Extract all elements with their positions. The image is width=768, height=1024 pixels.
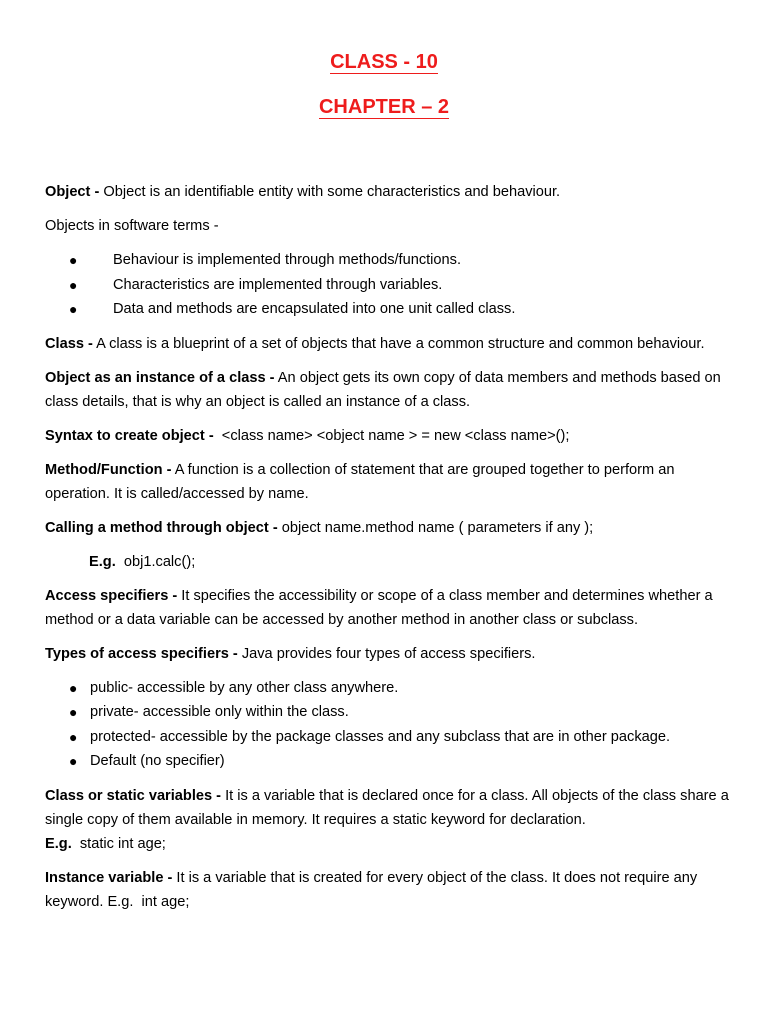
static-eg-term: E.g. — [45, 835, 72, 852]
bullet-icon: ● — [69, 728, 78, 745]
class-definition — [45, 332, 735, 356]
list-item-text: Behaviour is implemented through methods/functions. — [113, 252, 462, 268]
object-text: Object is an identifiable entity with some characteristics and behaviour. — [99, 184, 561, 200]
bullet-icon: ● — [69, 704, 78, 720]
static-eg-text: static int age; — [71, 835, 166, 852]
static-variables-definition — [45, 784, 735, 856]
access-text: It specifies the accessibility or scope of a class member and determines whether a method or a data variable can be accessed by another method in another class or subclass. — [45, 587, 713, 628]
syntax-text: <class name> <object name > = new <class name>(); — [213, 427, 570, 444]
list-item-text: protected- accessible by the package classes and any subclass that are in other package. — [90, 728, 671, 745]
method-text: A function is a collection of statement that are grouped together to perform an operation. It is called/accessed by name. — [45, 461, 675, 502]
object-definition — [45, 180, 735, 204]
access-definition — [45, 584, 735, 632]
static-text: It is a variable that is declared once for a class. All objects of the class share a single copy of them available in memory. It requires a static keyword for declaration. — [45, 787, 729, 828]
instance-term: Object as an instance of a class - — [45, 369, 275, 386]
list-item — [45, 248, 735, 273]
list-item — [45, 700, 735, 725]
calling-term: Calling a method through object - — [45, 519, 278, 536]
class-title-text: CLASS - 10 — [330, 51, 438, 73]
list-item-text: public- accessible by any other class anywhere. — [90, 679, 399, 696]
instance-var-term: Instance variable - — [45, 869, 173, 886]
access-term: Access specifiers - — [45, 587, 178, 604]
syntax-term: Syntax to create object - — [45, 427, 214, 444]
class-text: A class is a blueprint of a set of objects that have a common structure and common behaviour. — [92, 335, 705, 352]
method-term: Method/Function - — [45, 461, 172, 478]
bullet-icon: ● — [69, 753, 78, 769]
access-types-list — [45, 676, 735, 774]
bullet-icon: ● — [69, 679, 78, 696]
instance-definition — [45, 366, 735, 414]
list-item-text: Data and methods are encapsulated into one unit called class. — [113, 301, 516, 317]
instance-text: An object gets its own copy of data members and methods based on class details, that is why an object is called an instance of a class. — [45, 369, 721, 410]
class-term: Class - — [45, 335, 93, 352]
objects-software-heading: Objects in software terms - — [45, 218, 219, 234]
calling-definition — [45, 516, 735, 540]
bullet-icon: ● — [69, 252, 78, 268]
object-term: Object - — [45, 184, 100, 200]
bullet-icon: ● — [69, 276, 78, 293]
chapter-title-text: CHAPTER – 2 — [318, 96, 450, 118]
list-item-text: Characteristics are implemented through variables. — [113, 276, 443, 293]
method-definition — [45, 458, 735, 506]
instance-var-text: It is a variable that is created for every object of the class. It does not require any keyword. E.g. int age; — [45, 869, 702, 910]
list-item — [45, 676, 735, 701]
types-definition — [45, 642, 735, 666]
syntax-definition — [45, 424, 735, 448]
list-item-text: private- accessible only within the class. — [90, 704, 349, 720]
static-term: Class or static variables - — [45, 787, 222, 804]
types-text: Java provides four types of access specifiers. — [237, 645, 536, 662]
class-title — [0, 50, 768, 74]
calling-text: object name.method name ( parameters if any ); — [277, 519, 594, 536]
list-item — [45, 297, 735, 322]
software-bullet-list — [45, 248, 735, 322]
instance-variable-definition — [45, 866, 735, 914]
list-item — [45, 725, 735, 750]
list-item — [45, 749, 735, 774]
document-body — [45, 180, 735, 924]
calling-eg-text: obj1.calc(); — [115, 553, 196, 570]
list-item-text: Default (no specifier) — [90, 753, 225, 769]
bullet-icon: ● — [69, 301, 78, 317]
calling-eg-term: E.g. — [89, 553, 116, 570]
list-item — [45, 273, 735, 298]
types-term: Types of access specifiers - — [45, 645, 238, 662]
chapter-title — [0, 95, 768, 119]
calling-example — [45, 550, 735, 574]
